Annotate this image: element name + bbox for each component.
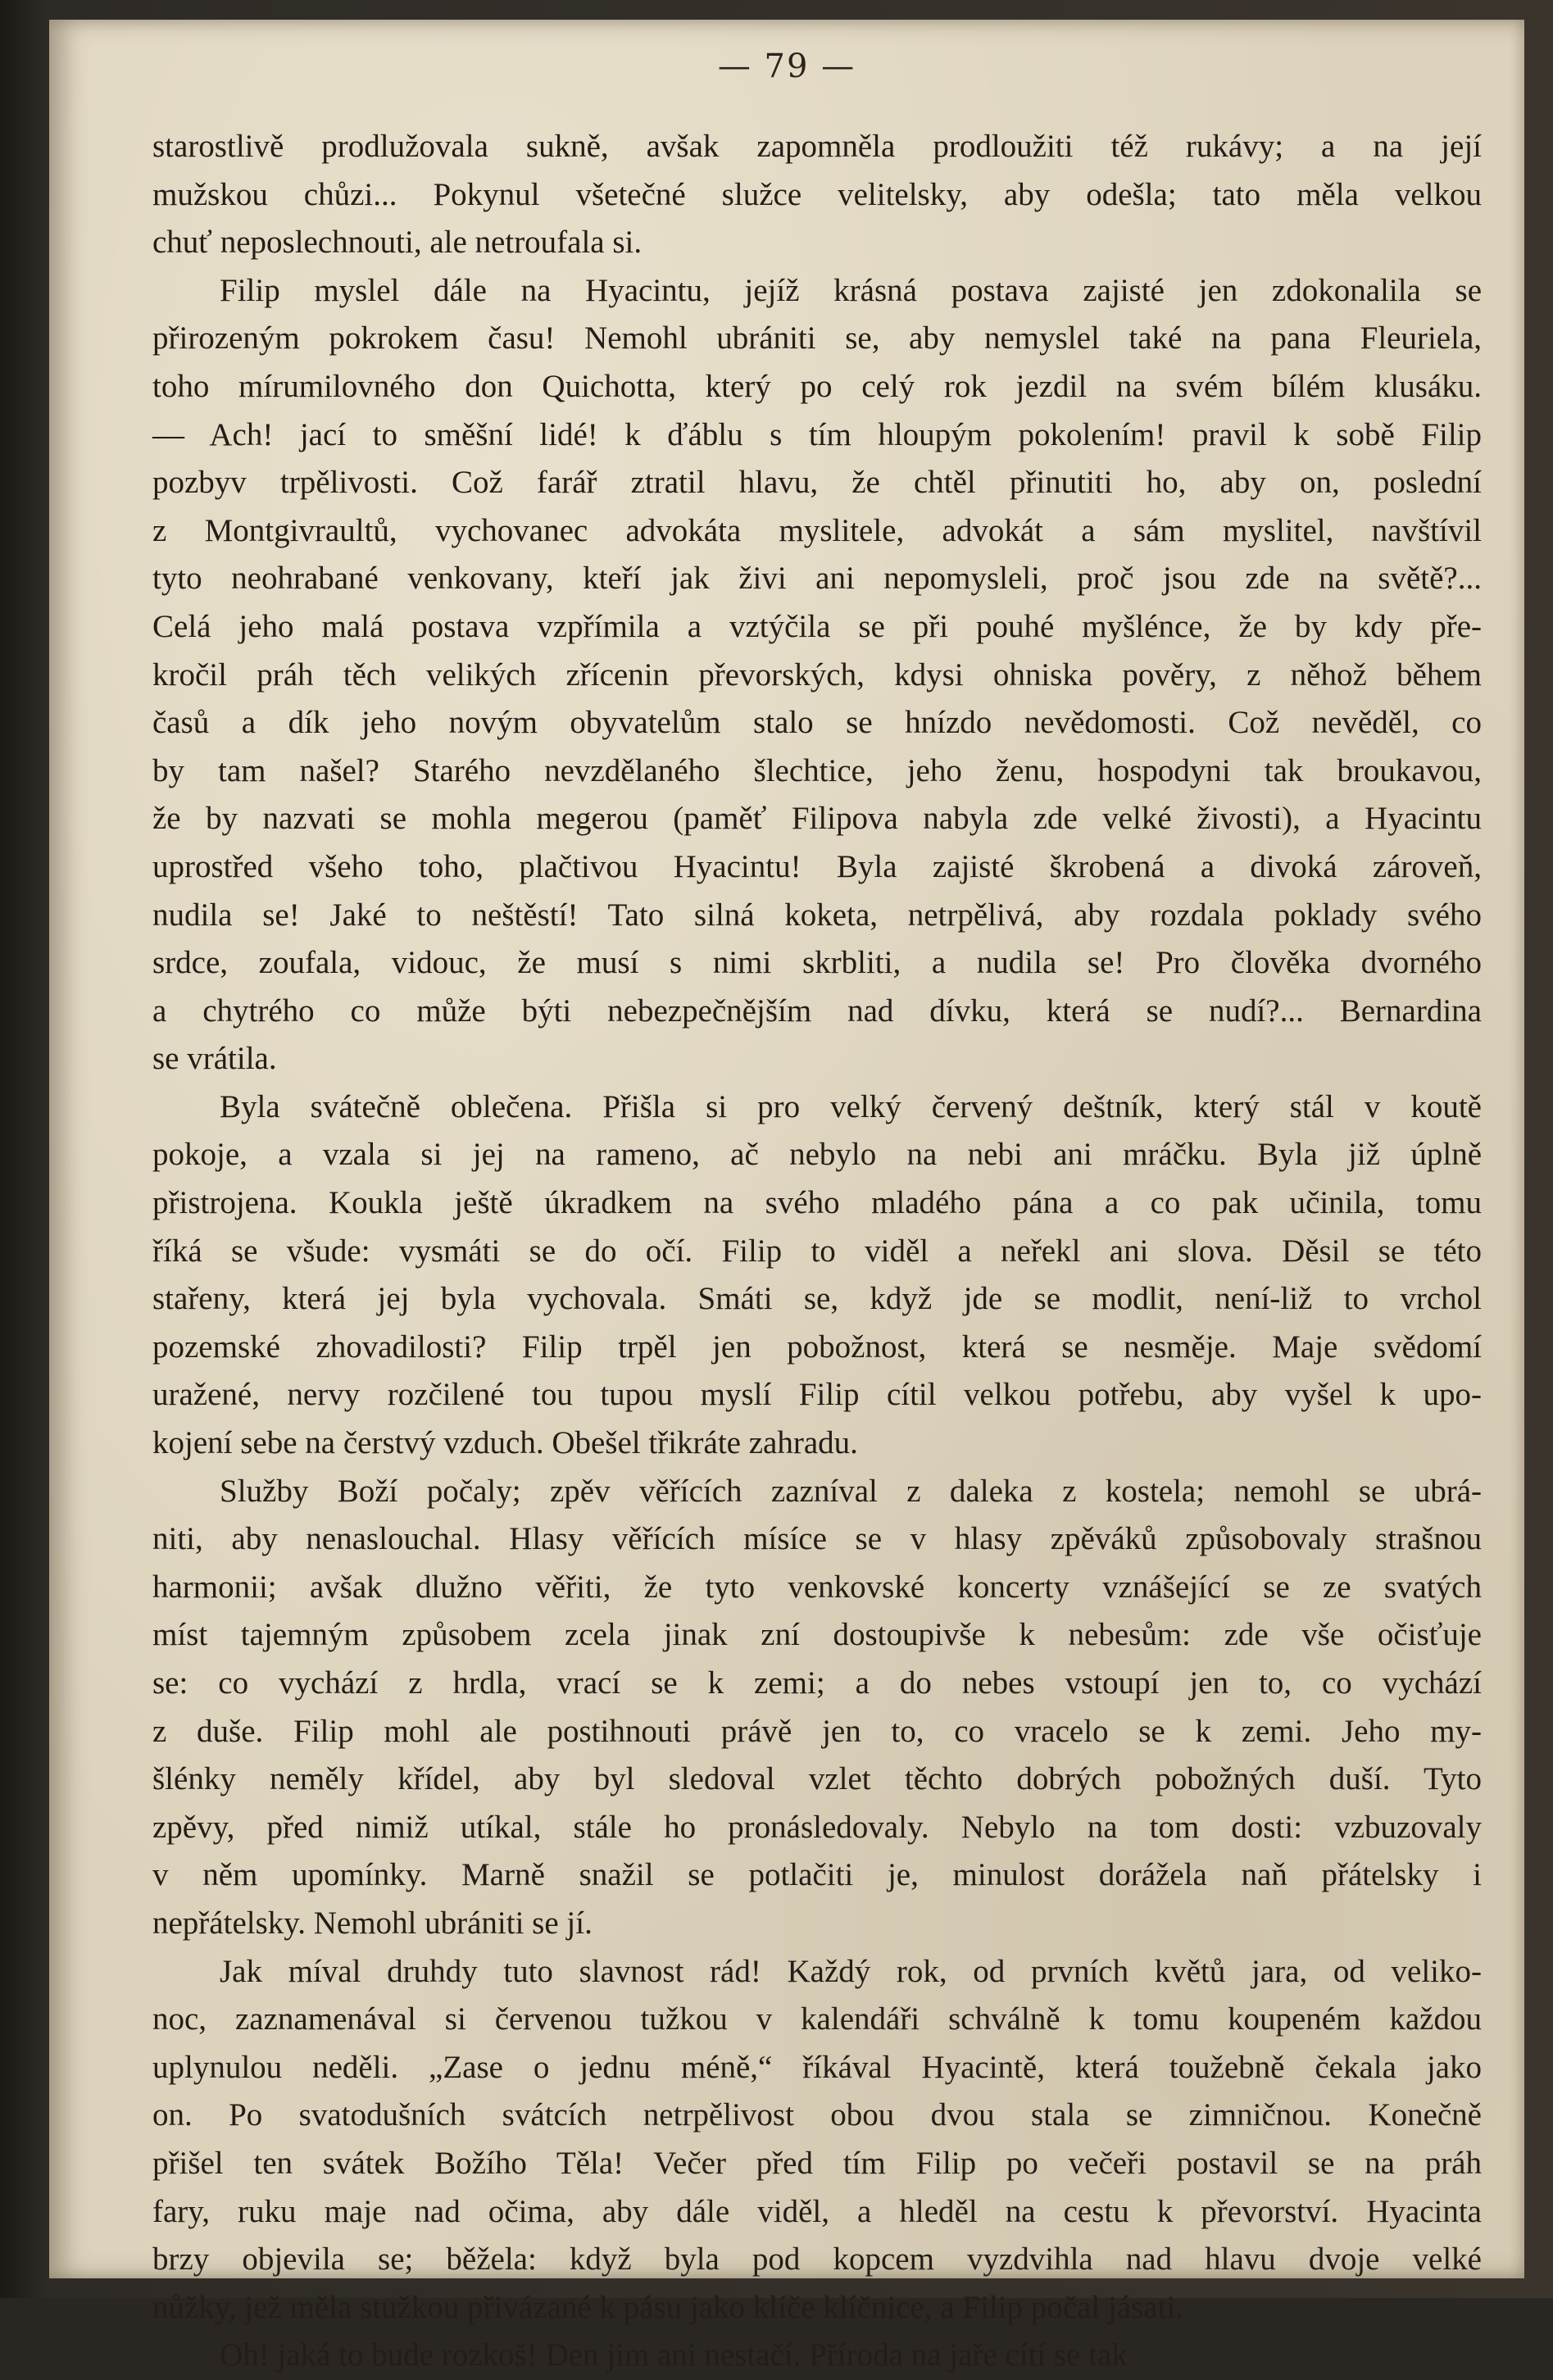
text-line: fary, ruku maje nad očima, aby dále viděl, a hleděl na cestu k převorství. Hyacinta bbox=[152, 2193, 1482, 2229]
text-line: se vrátila. bbox=[152, 1041, 277, 1077]
text-line: uplynulou neděli. „Zase o jednu méně,“ říkával Hyacintě, která toužebně čekala jako bbox=[152, 2049, 1482, 2085]
text-line: přirozeným pokrokem času! Nemohl ubrániti se, aby nemyslel také na pana Fleuriela, bbox=[152, 320, 1482, 357]
text-line: Celá jeho malá postava vzpřímila a vztýčila se při pouhé myšlénce, že by kdy pře- bbox=[152, 608, 1482, 644]
text-line: uražené, nervy rozčilené tou tupou myslí Filip cítil velkou potřebu, aby vyšel k upo- bbox=[152, 1377, 1482, 1413]
text-line: nůžky, jež měla stužkou přivázané k pásu jako klíče klíčnice, a Filip počal jásati. bbox=[152, 2289, 1184, 2325]
text-line: niti, aby nenaslouchal. Hlasy věřících mísíce se v hlasy zpěváků způsobovaly strašnou bbox=[152, 1521, 1482, 1557]
paragraph bbox=[152, 267, 1482, 1083]
text-line: Filip myslel dále na Hyacintu, jejíž krásná postava zajisté jen zdokonalila se bbox=[220, 272, 1482, 308]
page-number: — 79 — bbox=[717, 48, 856, 85]
text-line: by tam našel? Starého nevzdělaného šlechtice, jeho ženu, hospodyni tak broukavou, bbox=[152, 752, 1482, 788]
text-line: v něm upomínky. Marně snažil se potlačiti je, minulost dorážela naň přátelsky i bbox=[152, 1857, 1482, 1893]
text-line: z Montgivraultů, vychovanec advokáta myslitele, advokát a sám myslitel, navštívil bbox=[152, 512, 1482, 548]
text-line: uprostřed všeho toho, plačtivou Hyacintu! Byla zajisté škrobená a divoká zároveň, bbox=[152, 848, 1482, 884]
text-line: přišel ten svátek Božího Těla! Večer před tím Filip po večeři postavil se na práh bbox=[152, 2145, 1482, 2181]
text-line: kojení sebe na čerstvý vzduch. Obešel třikráte zahradu. bbox=[152, 1425, 858, 1461]
text-line: časů a dík jeho novým obyvatelům stalo se hnízdo nevědomosti. Což nevěděl, co bbox=[152, 705, 1482, 741]
text-line: se: co vychází z hrdla, vrací se k zemi; a do nebes vstoupí jen to, co vychází bbox=[152, 1665, 1482, 1701]
text-line: pozemské zhovadilosti? Filip trpěl jen pobožnost, která se nesměje. Maje svědomí bbox=[152, 1329, 1482, 1365]
text-line: a chytrého co může býti nebezpečnějším nad dívku, která se nudí?... Bernardina bbox=[152, 992, 1482, 1029]
text-line: pozbyv trpělivosti. Což farář ztratil hlavu, že chtěl přinutiti ho, aby on, poslední bbox=[152, 465, 1482, 501]
paragraph bbox=[152, 2332, 1482, 2380]
text-line: Jak míval druhdy tuto slavnost rád! Každý rok, od prvních květů jara, od veliko- bbox=[220, 1953, 1482, 1989]
text-line: že by nazvati se mohla megerou (paměť Filipova nabyla zde velké živosti), a Hyacintu bbox=[152, 801, 1482, 837]
text-line: starostlivě prodlužovala sukně, avšak zapomněla prodloužiti též rukávy; a na její bbox=[152, 129, 1482, 164]
text-line: nudila se! Jaké to neštěstí! Tato silná koketa, netrpělivá, aby rozdala poklady svého bbox=[152, 897, 1482, 933]
body-text bbox=[152, 123, 1482, 2380]
text-line: on. Po svatodušních svátcích netrpělivost obou dvou stala se zimničnou. Konečně bbox=[152, 2097, 1482, 2133]
text-line: harmonii; avšak dlužno věřiti, že tyto venkovské koncerty vznášející se ze svatých bbox=[152, 1569, 1482, 1605]
text-line: kročil práh těch velikých zřícenin převorských, kdysi ohniska pověry, z něhož během bbox=[152, 656, 1482, 693]
paragraph bbox=[152, 123, 1482, 267]
text-line: říká se všude: vysmáti se do očí. Filip to viděl a neřekl ani slova. Děsil se této bbox=[152, 1233, 1482, 1269]
text-line: přistrojena. Koukla ještě úkradkem na svého mladého pána a co pak učinila, tomu bbox=[152, 1185, 1482, 1221]
paragraph bbox=[152, 1948, 1482, 2332]
book-page bbox=[49, 20, 1524, 2373]
text-line: srdce, zoufala, vidouc, že musí s nimi skrbliti, a nudila se! Pro člověka dvorného bbox=[152, 945, 1482, 981]
text-line: nepřátelsky. Nemohl ubrániti se jí. bbox=[152, 1905, 593, 1941]
text-line: chuť neposlechnouti, ale netroufala si. bbox=[152, 225, 643, 261]
text-line: — Ach! jací to směšní lidé! k ďáblu s tím hloupým pokolením! pravil k sobě Filip bbox=[152, 416, 1482, 452]
text-line: tyto neohrabané venkovany, kteří jak živi ani nepomysleli, proč jsou zde na světě?... bbox=[152, 561, 1482, 597]
text-line: z duše. Filip mohl ale postihnouti právě jen to, co vracelo se k zemi. Jeho my- bbox=[152, 1713, 1482, 1749]
text-line: míst tajemným způsobem zcela jinak zní dostoupivše k nebesům: zde vše očisťuje bbox=[152, 1617, 1482, 1653]
text-line: brzy objevila se; běžela: když byla pod kopcem vyzdvihla nad hlavu dvoje velké bbox=[152, 2241, 1482, 2278]
text-line: Oh! jaká to bude rozkoš! Den jim ani nestačí. Příroda na jaře cítí se tak bbox=[220, 2337, 1128, 2373]
text-line: pokoje, a vzala si jej na rameno, ač nebylo na nebi ani mráčku. Byla již úplně bbox=[152, 1137, 1482, 1173]
text-line: mužskou chůzi... Pokynul všetečné služce velitelsky, aby odešla; tato měla velkou bbox=[152, 176, 1482, 212]
text-line: Služby Boží počaly; zpěv věřících zazníval z daleka z kostela; nemohl se ubrá- bbox=[220, 1473, 1482, 1509]
text-line: šlénky neměly křídel, aby byl sledoval vzlet těchto dobrých pobožných duší. Tyto bbox=[152, 1761, 1482, 1797]
paragraph bbox=[152, 1468, 1482, 1948]
text-line: toho mírumilovného don Quichotta, který po celý rok jezdil na svém bílém klusáku. bbox=[152, 368, 1482, 404]
text-line: zpěvy, před nimiž utíkal, stále ho pronásledovaly. Nebylo na tom dosti: vzbuzovaly bbox=[152, 1809, 1482, 1845]
paragraph bbox=[152, 1083, 1482, 1468]
text-line: Byla svátečně oblečena. Přišla si pro velký červený deštník, který stál v koutě bbox=[220, 1088, 1482, 1124]
text-line: stařeny, která jej byla vychovala. Smáti se, když jde se modlit, není-liž to vrchol bbox=[152, 1281, 1482, 1317]
text-line: noc, zaznamenával si červenou tužkou v kalendáři schválně k tomu koupeném každou bbox=[152, 2001, 1482, 2037]
